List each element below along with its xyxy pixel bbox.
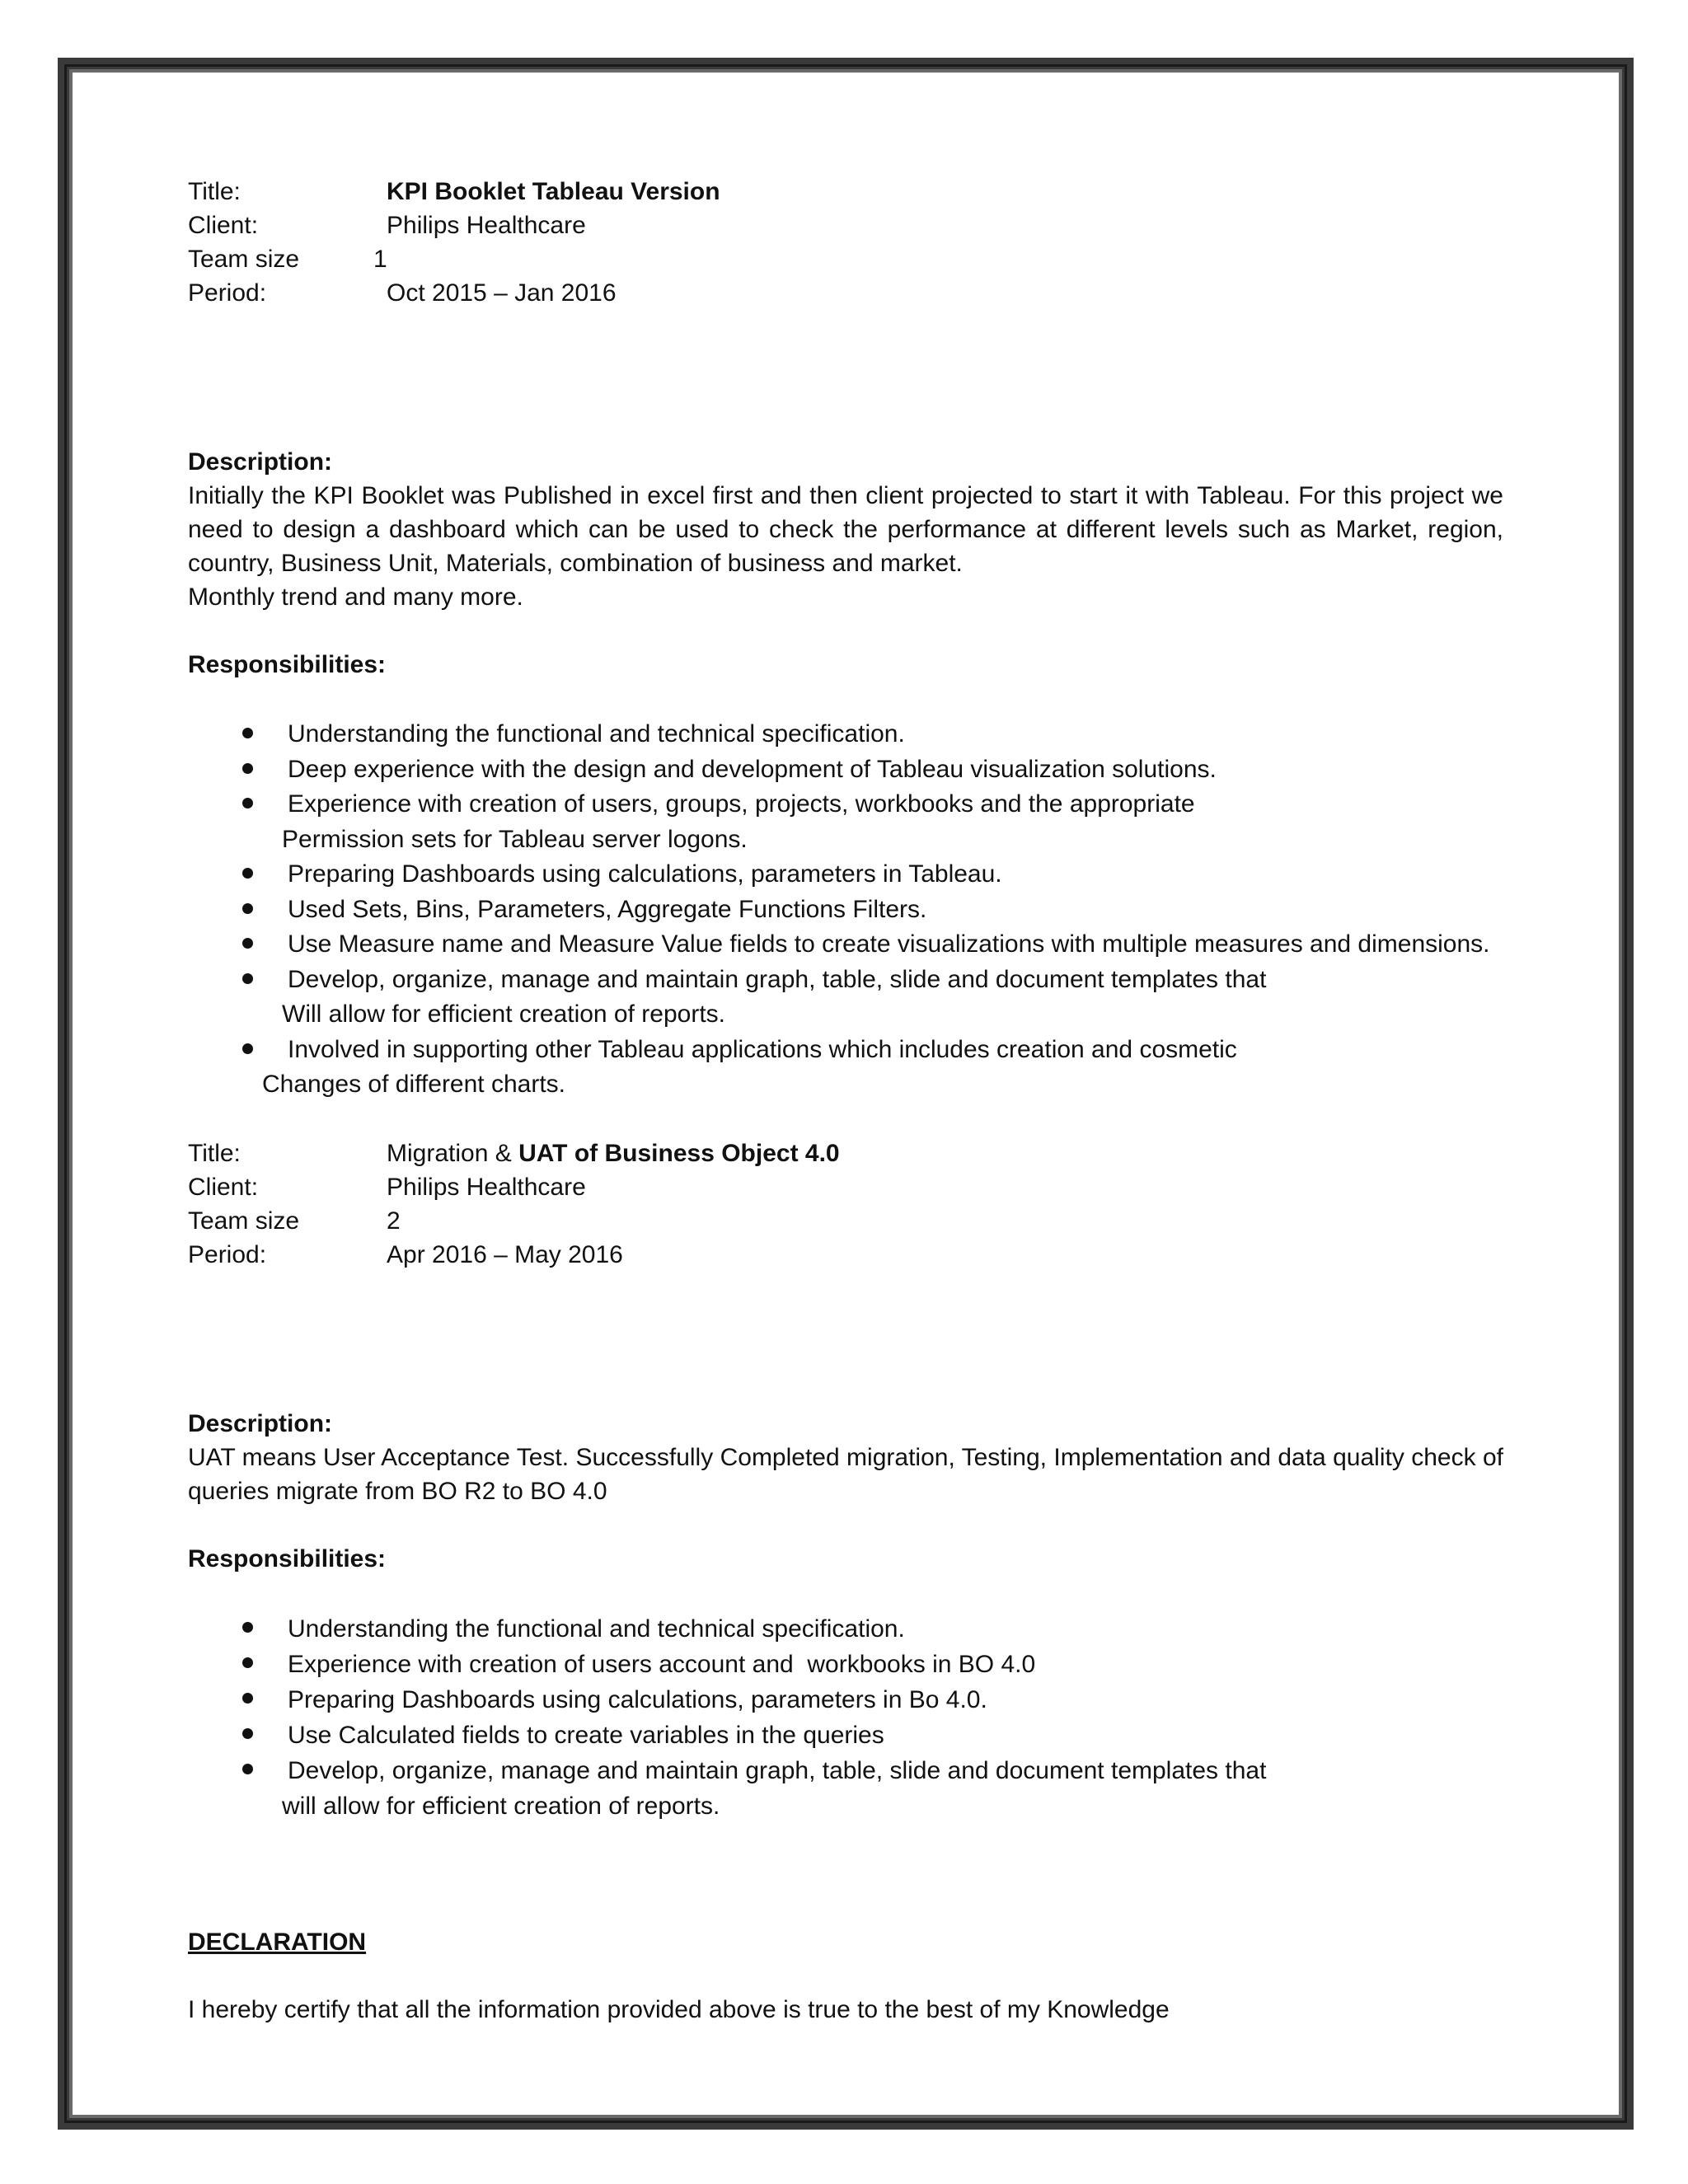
resume-content bbox=[188, 175, 1503, 2027]
project-2-description-heading: Description: bbox=[188, 1409, 333, 1437]
project-1-description-heading: Description: bbox=[188, 448, 333, 476]
client-value: Philips Healthcare bbox=[387, 1173, 586, 1201]
bullet-icon bbox=[242, 1043, 253, 1054]
title-label: Title: bbox=[188, 1139, 241, 1167]
period-label: Period: bbox=[188, 279, 267, 307]
project-2-teamsize-row bbox=[188, 1204, 1503, 1238]
project-1-title-row bbox=[188, 175, 1503, 209]
project-2-client-row bbox=[188, 1170, 1503, 1204]
bullet-icon bbox=[242, 868, 253, 879]
list-item: Involved in supporting other Tableau applications which includes creation and cosmetic Changes of different charts. bbox=[188, 1033, 1503, 1103]
bullet-icon bbox=[242, 1657, 253, 1668]
list-item: Deep experience with the design and development of Tableau visualization solutions. bbox=[188, 752, 1503, 788]
project-1-client-row bbox=[188, 209, 1503, 242]
project-1-responsibilities-heading: Responsibilities: bbox=[188, 651, 387, 678]
bullet-icon bbox=[242, 798, 253, 808]
title-value-plain: Migration & bbox=[387, 1139, 519, 1167]
list-item: Used Sets, Bins, Parameters, Aggregate Functions Filters. bbox=[188, 893, 1503, 928]
bullet-icon bbox=[242, 1622, 253, 1633]
list-item: Develop, organize, manage and maintain graph, table, slide and document templates that will allow for efficient creation of reports. bbox=[188, 1753, 1503, 1824]
title-value-bold: UAT of Business Object 4.0 bbox=[518, 1139, 840, 1167]
bullet-icon bbox=[242, 1764, 253, 1774]
client-value: Philips Healthcare bbox=[387, 212, 586, 239]
period-value: Oct 2015 – Jan 2016 bbox=[387, 279, 617, 307]
client-label: Client: bbox=[188, 1173, 259, 1201]
project-2-description-text: UAT means User Acceptance Test. Successfully Completed migration, Testing, Implementation and data quality check of queries migrate from BO R2 to BO 4.0 bbox=[188, 1443, 1503, 1505]
teamsize-label: Team size bbox=[188, 1207, 300, 1235]
bullet-icon bbox=[242, 763, 253, 774]
bullet-icon bbox=[242, 903, 253, 914]
period-label: Period: bbox=[188, 1240, 267, 1268]
list-item: Experience with creation of users account and workbooks in BO 4.0 bbox=[188, 1647, 1503, 1682]
client-label: Client: bbox=[188, 212, 259, 239]
list-item-continuation: Will allow for efficient creation of reports. bbox=[282, 1001, 725, 1028]
list-item: Use Calculated fields to create variables in the queries bbox=[188, 1718, 1503, 1753]
project-2-responsibilities-heading: Responsibilities: bbox=[188, 1544, 387, 1572]
period-value: Apr 2016 – May 2016 bbox=[387, 1240, 623, 1268]
project-1-description-text: Initially the KPI Booklet was Published in excel first and then client projected to start it with Tableau. For this project we need to design a dashboard which can be used to check the performance at different levels such as Market, region, country, Business Unit, Materials, combination of business and market. bbox=[188, 482, 1503, 577]
title-value bbox=[387, 175, 1503, 209]
list-item-continuation: will allow for efficient creation of reports. bbox=[282, 1792, 720, 1820]
title-value bbox=[387, 1137, 1503, 1170]
bullet-icon bbox=[242, 973, 253, 984]
list-item: Preparing Dashboards using calculations, parameters in Bo 4.0. bbox=[188, 1682, 1503, 1718]
list-item: Understanding the functional and technical specification. bbox=[188, 717, 1503, 752]
declaration-heading: DECLARATION bbox=[188, 1928, 367, 1956]
project-1-meta bbox=[188, 175, 1503, 310]
teamsize-value: 2 bbox=[387, 1207, 401, 1235]
bullet-icon bbox=[242, 1693, 253, 1704]
project-1-teamsize-row bbox=[188, 242, 1503, 276]
project-1-period-row bbox=[188, 276, 1503, 310]
list-item: Use Measure name and Measure Value fields to create visualizations with multiple measures and dimensions. bbox=[188, 927, 1503, 963]
project-2-period-row bbox=[188, 1238, 1503, 1272]
list-item: Experience with creation of users, groups, projects, workbooks and the appropriate Permission sets for Tableau server logons. bbox=[188, 787, 1503, 857]
declaration-text: I hereby certify that all the information provided above is true to the best of my Knowledge bbox=[188, 1995, 1170, 2023]
project-2-responsibility-list bbox=[188, 1611, 1503, 1824]
list-item-continuation: Changes of different charts. bbox=[262, 1071, 565, 1098]
bullet-icon bbox=[242, 728, 253, 738]
project-1-description-text-2: Monthly trend and many more. bbox=[188, 583, 523, 611]
list-item: Develop, organize, manage and maintain graph, table, slide and document templates that Will allow for efficient creation of reports. bbox=[188, 963, 1503, 1033]
bullet-icon bbox=[242, 1728, 253, 1739]
bullet-icon bbox=[242, 938, 253, 949]
list-item: Understanding the functional and technical specification. bbox=[188, 1611, 1503, 1647]
teamsize-label: Team size bbox=[188, 246, 300, 273]
project-2-title-row bbox=[188, 1137, 1503, 1170]
list-item: Preparing Dashboards using calculations, parameters in Tableau. bbox=[188, 857, 1503, 893]
list-item-continuation: Permission sets for Tableau server logons. bbox=[282, 825, 748, 853]
title-label: Title: bbox=[188, 178, 241, 205]
title-value-bold: KPI Booklet Tableau Version bbox=[387, 178, 720, 205]
project-2-meta bbox=[188, 1137, 1503, 1272]
teamsize-value: 1 bbox=[373, 246, 387, 273]
project-1-responsibility-list bbox=[188, 717, 1503, 1103]
